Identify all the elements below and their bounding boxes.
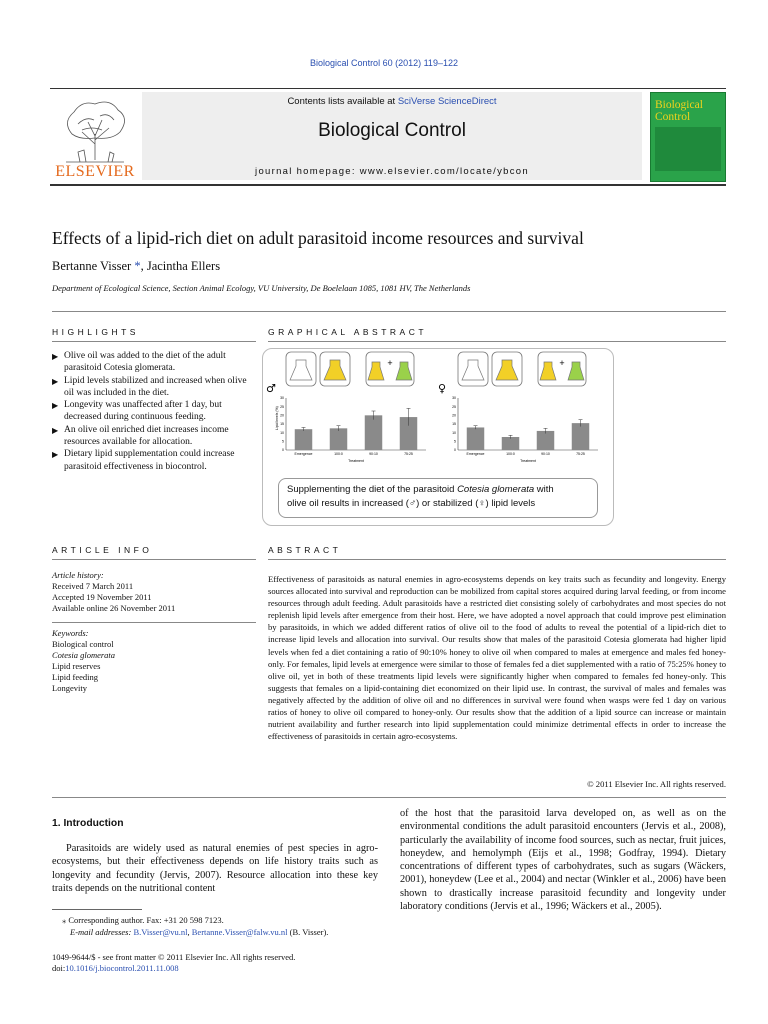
- header-divider: [52, 311, 726, 312]
- graphical-abstract-rule: [268, 341, 726, 342]
- keywords-label: Keywords:: [52, 628, 89, 638]
- accepted-date: Accepted 19 November 2011: [52, 592, 152, 602]
- y-tick-label: 30: [280, 396, 284, 401]
- abstract-copyright: © 2011 Elsevier Inc. All rights reserved.: [587, 779, 726, 789]
- y-tick-label: 15: [280, 422, 284, 427]
- highlight-item: ▶ Longevity was unaffected after 1 day, but decreased during continuous feeding.: [52, 400, 222, 423]
- keywords: [52, 628, 256, 694]
- triangle-bullet-icon: ▶: [52, 401, 59, 411]
- contents-line: [142, 96, 642, 107]
- bar: [365, 415, 383, 450]
- y-tick-label: 5: [282, 439, 284, 444]
- highlight-item: ▶ An olive oil enriched diet increases income resources available for allocation.: [52, 424, 229, 448]
- x-tick-label: 100:0: [334, 452, 343, 456]
- plus-sign-icon: +: [387, 358, 393, 368]
- x-tick-label: Emergence: [294, 452, 313, 456]
- bar: [537, 431, 555, 450]
- male-flask-row: [286, 352, 414, 386]
- highlight-item: ▶ Olive oil was added to the diet of the adult parasitoid Cotesia glomerata.: [52, 351, 226, 374]
- doi-link[interactable]: 10.1016/j.biocontrol.2011.11.008: [65, 963, 179, 973]
- y-tick-label: 0: [454, 448, 456, 453]
- female-flask-row: [458, 352, 586, 386]
- y-tick-label: 25: [280, 404, 284, 409]
- doi-label: doi:: [52, 963, 66, 973]
- x-axis-label: Treatment: [348, 459, 364, 463]
- contents-prefix: Contents lists available at: [287, 96, 398, 107]
- abstract-divider: [52, 797, 726, 798]
- email-link[interactable]: Bertanne.Visser@falw.vu.nl: [191, 927, 288, 937]
- corresponding-author-note: ⁎ Corresponding author. Fax: +31 20 598 7123.: [62, 915, 224, 925]
- abstract-rule: [268, 559, 726, 560]
- highlight-item: ▶ Dietary lipid supplementation could increase parasitoid effectiveness in biocontrol.: [52, 449, 235, 472]
- author-visser[interactable]: Bertanne Visser: [52, 259, 132, 273]
- bar: [295, 429, 313, 450]
- sciencedirect-link[interactable]: SciVerse ScienceDirect: [397, 96, 497, 107]
- caption-line-1: Supplementing the diet of the parasitoid Cotesia glomerata with: [287, 484, 554, 495]
- x-tick-label: 75:25: [404, 452, 413, 456]
- history-label: Article history:: [52, 570, 104, 580]
- journal-citation[interactable]: Biological Control 60 (2012) 119–122: [310, 58, 458, 68]
- plus-sign-icon: +: [559, 358, 565, 368]
- y-tick-label: 20: [280, 413, 284, 418]
- x-tick-label: Emergence: [466, 452, 485, 456]
- keyword: Lipid feeding: [52, 672, 99, 682]
- article-info-heading: ARTICLE INFO: [52, 545, 153, 555]
- graphical-abstract-heading: GRAPHICAL ABSTRACT: [268, 327, 428, 337]
- intro-heading: 1. Introduction: [52, 818, 124, 829]
- triangle-bullet-icon: ▶: [52, 450, 59, 460]
- journal-title: Biological Control: [318, 120, 466, 141]
- highlight-item: ▶ Lipid levels stabilized and increased when olive oil was included in the diet.: [52, 375, 247, 398]
- publisher-name: ELSEVIER: [55, 163, 135, 180]
- intro-paragraph-left: Parasitoids are widely used as natural enemies of pest species in agro-ecosystems, but their effectiveness depends on life history traits such as longevity and fecundity (Jervis, 2007). Resource allocation into these key traits depends on the nutritional content: [52, 843, 378, 894]
- received-date: Received 7 March 2011: [52, 581, 134, 591]
- triangle-bullet-icon: ▶: [52, 352, 59, 361]
- x-tick-label: 75:25: [576, 452, 585, 456]
- doi-line: [52, 963, 452, 974]
- x-tick-label: 90:10: [369, 452, 378, 456]
- y-axis-label: Lipid levels (%): [275, 406, 279, 430]
- article-info-rule: [52, 559, 256, 560]
- bar: [572, 423, 590, 450]
- article-title: Effects of a lipid-rich diet on adult parasitoid income resources and survival: [52, 228, 584, 248]
- masthead-top-rule: [50, 88, 726, 89]
- affiliation: Department of Ecological Science, Section Animal Ecology, VU University, De Boelelaan 1085, 1081 HV, The Netherlands: [52, 283, 471, 293]
- bar: [467, 427, 485, 450]
- x-tick-label: 100:0: [506, 452, 515, 456]
- highlights-rule: [52, 341, 256, 342]
- y-tick-label: 15: [452, 422, 456, 427]
- keywords-rule: [52, 622, 256, 623]
- keyword: Lipid reserves: [52, 661, 101, 671]
- male-symbol: ♂: [266, 382, 276, 395]
- author-ellers[interactable]: , Jacintha Ellers: [140, 259, 221, 273]
- y-tick-label: 0: [282, 448, 284, 453]
- cover-title: Biological Control: [655, 99, 703, 123]
- triangle-bullet-icon: ▶: [52, 425, 59, 435]
- bar: [330, 428, 348, 450]
- cover-art: [655, 127, 721, 171]
- y-tick-label: 25: [452, 404, 456, 409]
- y-tick-label: 30: [452, 396, 456, 401]
- graphical-abstract-figure: [264, 350, 610, 474]
- email-label: E-mail addresses:: [70, 927, 134, 937]
- female-symbol: ♀: [438, 382, 447, 395]
- keyword: Longevity: [52, 683, 87, 693]
- issn-line: 1049-9644/$ - see front matter © 2011 Elsevier Inc. All rights reserved.: [52, 952, 296, 962]
- footnote-rule: [52, 909, 142, 910]
- male-lipid-chart: [280, 396, 426, 463]
- triangle-bullet-icon: ▶: [52, 376, 59, 386]
- y-tick-label: 5: [454, 439, 456, 444]
- abstract-heading: ABSTRACT: [268, 545, 342, 555]
- x-axis-label: Treatment: [520, 459, 536, 463]
- female-lipid-chart: [452, 396, 598, 463]
- bar: [502, 437, 520, 450]
- graphical-abstract-caption: [278, 478, 598, 518]
- highlights-list: [52, 350, 256, 473]
- keyword: Biological control: [52, 639, 114, 649]
- email-note: E-mail addresses: B.Visser@vu.nl, Bertanne.Visser@falw.vu.nl (B. Visser).: [70, 927, 329, 937]
- journal-homepage[interactable]: journal homepage: www.elsevier.com/locate/ybcon: [255, 166, 529, 177]
- masthead-bottom-rule: [50, 184, 726, 186]
- abstract-text: Effectiveness of parasitoids as natural enemies in agro-ecosystems depends on key traits such as fecundity and longevity. Energy sources allocated into survival and reproduction can be mobilized from capital stores acquired during larval feeding, or from income resources through adult feeding. Adult parasitoids have a restricted diet consisting solely of carbohydrates and most species do not replenish lipid levels after emergence from their host. Here, we have adopted a novel approach that could improve pest elimination by parasitoids, in which we added different ratios of olive oil to the food of adults to reveal the potential of a lipid-rich diet to increase lipid levels and allocation into survival. Our results show that males of the parasitoid Cotesia glomerata had higher lipid levels when fed a diet containing a ratio of 90:10% honey to olive oil when compared to males at emergence and males fed honey-only. For females, lipid levels at emergence were similar to those of females fed a diet supplemented with a ratio of 75:25% honey to olive oil, yet in both of these treatments lipid levels were significantly higher when compared to females fed honey-only. This suggests that females on a lipid-containing diet economized on their lipid use. In contrast, the survival of males and females was negatively affected by the addition of olive oil and no differences in survival were found when wasps were fed 1 day on various ratios of honey to olive oil compared to honey-only. Our results show that the addition of a lipid source can increase or maintain nutrient availability and further research into lipid supplementation could minimize detrimental effects in order to increase the effectiveness of parasitoids in certain agro-ecosystems.: [268, 574, 726, 742]
- corresponding-author-mark[interactable]: *: [131, 259, 141, 273]
- online-date: Available online 26 November 2011: [52, 603, 176, 613]
- authors: [52, 259, 732, 274]
- y-tick-label: 10: [280, 430, 284, 435]
- x-tick-label: 90:10: [541, 452, 550, 456]
- email-link[interactable]: B.Visser@vu.nl: [133, 927, 188, 937]
- article-history: [52, 570, 256, 614]
- highlights-heading: HIGHLIGHTS: [52, 327, 139, 337]
- y-tick-label: 20: [452, 413, 456, 418]
- y-tick-label: 10: [452, 430, 456, 435]
- journal-cover: [650, 92, 726, 182]
- keyword: Cotesia glomerata: [52, 650, 116, 660]
- caption-line-2: olive oil results in increased (♂) or stabilized (♀) lipid levels: [287, 498, 536, 509]
- intro-paragraph-right: of the host that the parasitoid larva developed on, as well as on the environmental conditions the adult parasitoid encounters (Jervis et al., 2008), particularly the availability of income food sources, such as nectar, fruit juices, honeydew, and hemolymph (Eijs et al., 1998; Godfray, 1994). Dietary concentrations of different types of carbohydrates, such as sugars (Wäckers, 2001), honeydew (Lee et al., 2004) and nectar (Winkler et al., 2006) have been shown to drastically increase parasitoid fecundity and longevity under laboratory conditions (Jervis et al., 1996; Wäckers et al., 2005).: [400, 808, 726, 913]
